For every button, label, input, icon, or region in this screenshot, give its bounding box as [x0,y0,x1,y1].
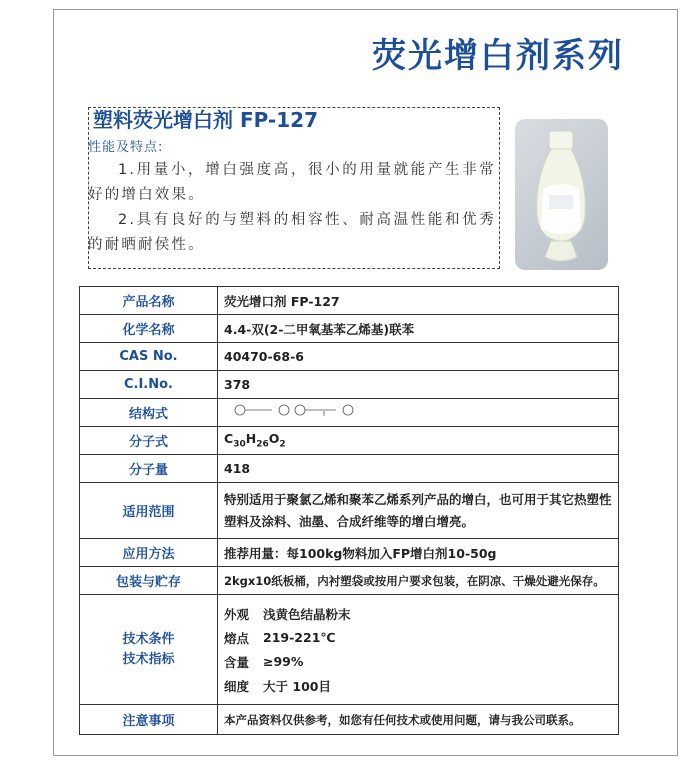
row-value: 2kgx10纸板桶，内衬塑袋或按用户要求包装，在阴凉、干燥处避光保存。 [218,567,619,595]
spec-line: 细度 大于 100目 [224,678,331,694]
row-value: 40470-68-6 [218,343,619,371]
spec-table [79,286,619,735]
tech-specs [218,595,619,705]
table-row [80,287,619,315]
structure-formula [218,399,619,427]
table-row [80,483,619,539]
row-label: C.I.No. [80,371,218,399]
row-label: 注意事项 [80,705,218,735]
molecular-formula: $C_{30}H_{26}O_2$ [218,427,619,455]
features-text [88,158,496,258]
series-title: 荧光增白剂系列 [372,36,624,76]
table-row [80,539,619,567]
table-row [80,427,619,455]
table-row [80,455,619,483]
row-value: 4.4-双(2-二甲氧基苯乙烯基)联苯 [218,315,619,343]
row-label: 分子量 [80,455,218,483]
row-value: 荧光增口剂 FP-127 [218,287,619,315]
row-label: 结构式 [80,399,218,427]
row-label: 分子式 [80,427,218,455]
row-label: 产品名称 [80,287,218,315]
row-label: 应用方法 [80,539,218,567]
spec-line: 熔点 219-221℃ [224,630,336,646]
table-row [80,705,619,735]
bottle-icon [515,119,608,270]
feature-item: 1.用量小，增白强度高，很小的用量就能产生非常好的增白效果。 [88,162,496,203]
table-row [80,371,619,399]
table-row [80,399,619,427]
row-label: 化学名称 [80,315,218,343]
row-label: 技术条件 技术指标 [80,595,218,705]
table-row [80,567,619,595]
feature-item: 2.具有良好的与塑料的相容性、耐高温性能和优秀的耐晒耐侯性。 [88,212,496,253]
spec-line: 含量 ≥99% [224,654,304,670]
row-value: 本产品资料仅供参考，如您有任何技术或使用问题，请与我公司联系。 [218,705,619,735]
table-row [80,343,619,371]
row-value: 特别适用于聚氯乙烯和聚苯乙烯系列产品的增白，也可用于其它热塑性塑料及涂料、油墨、合成纤维等的增白增亮。 [218,483,619,539]
row-value: 378 [218,371,619,399]
table-row [80,315,619,343]
product-title: 塑料荧光增白剂 FP-127 [93,108,318,132]
row-label: 适用范围 [80,483,218,539]
row-value: 418 [218,455,619,483]
row-value: 推荐用量：每100kg物料加入FP增白剂10-50g [218,539,619,567]
table-row [80,595,619,705]
spec-line: 外观 浅黄色结晶粉末 [224,606,351,622]
product-bottle-image [515,119,608,270]
row-label: CAS No. [80,343,218,371]
row-label: 包装与贮存 [80,567,218,595]
structure-formula-image [224,402,364,420]
features-heading: 性能及特点: [88,140,164,155]
